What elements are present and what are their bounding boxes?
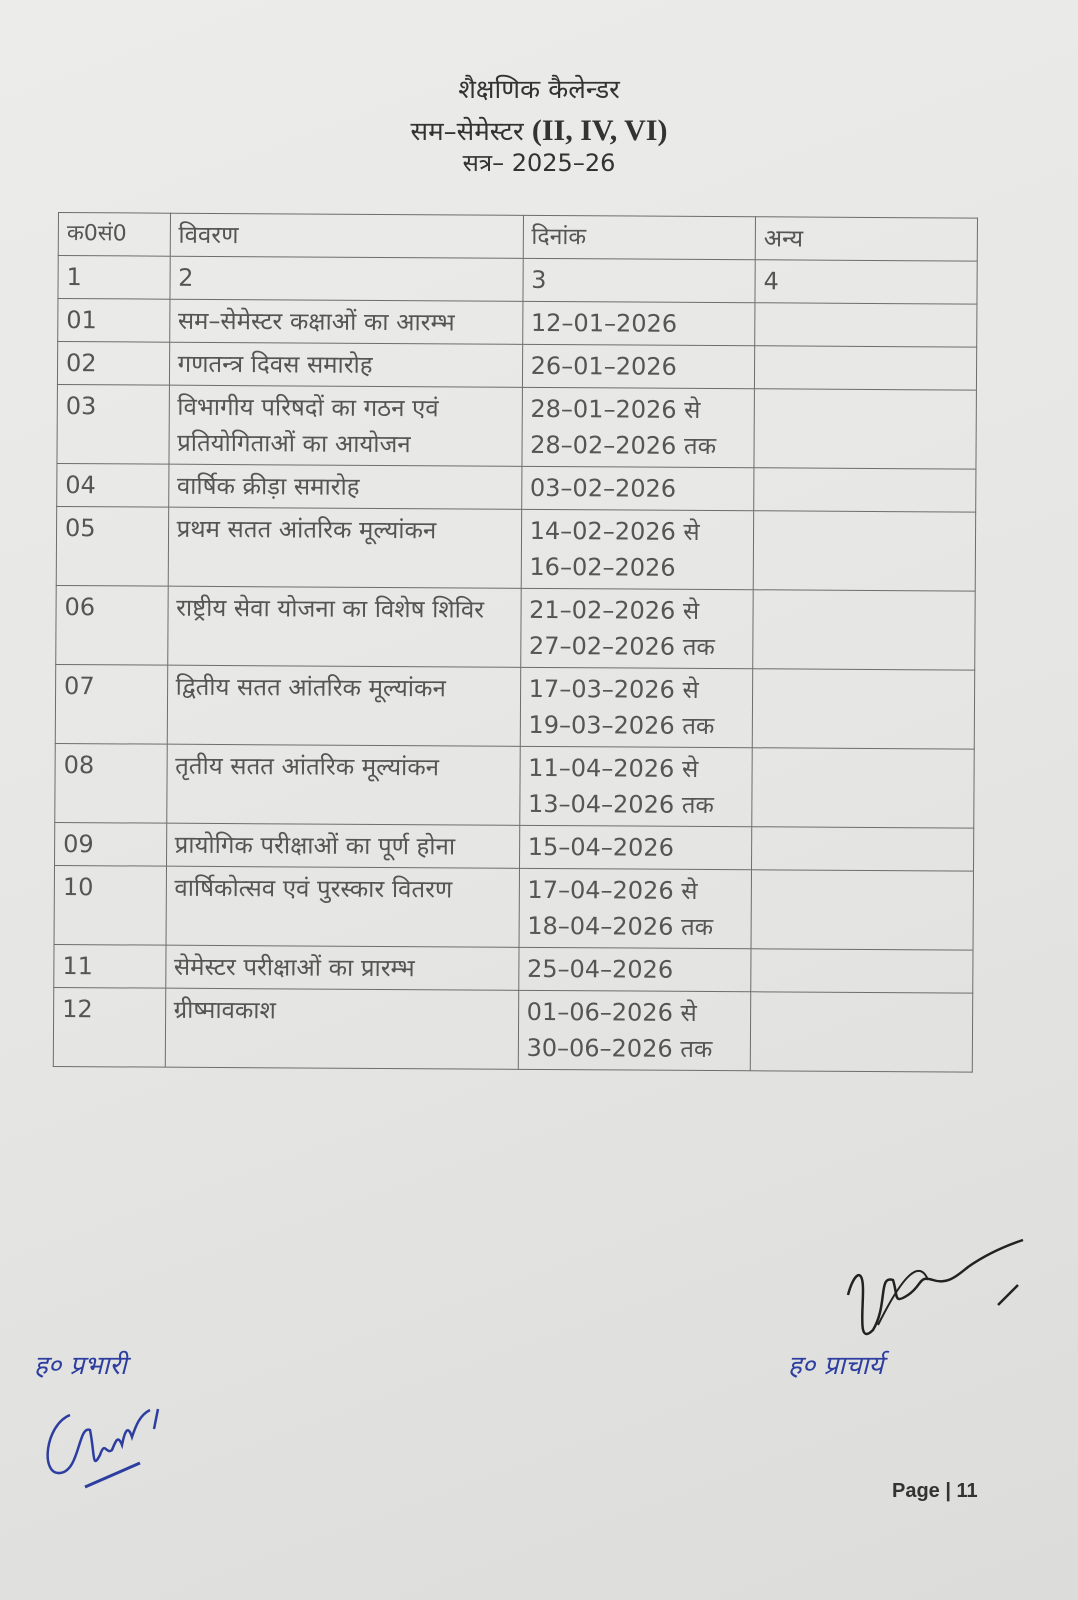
table-row: [55, 822, 974, 871]
header-other: अन्य: [755, 217, 977, 261]
calendar-table: [53, 212, 978, 1073]
date-cell: 15–04–2026: [519, 825, 752, 869]
serial-cell: 06: [56, 585, 168, 665]
description-cell: सम–सेमेस्टर कक्षाओं का आरम्भ: [169, 299, 522, 344]
other-cell: [754, 468, 976, 512]
description-cell: गणतन्त्र दिवस समारोह: [169, 342, 522, 387]
table-row: [55, 743, 974, 828]
other-cell: [754, 346, 976, 390]
incharge-signature-label: ह० प्रभारी: [34, 1351, 127, 1381]
date-cell: 11–04–2026 से 13–04–2026 तक: [519, 746, 752, 826]
table-row: [54, 865, 973, 950]
description-cell: द्वितीय सतत आंतरिक मूल्यांकन: [167, 665, 521, 746]
date-cell: 21–02–2026 से 27–02–2026 तक: [520, 588, 753, 668]
other-cell: [750, 992, 973, 1072]
page-number: Page | 11: [892, 1480, 978, 1502]
header-serial: क0सं0: [58, 213, 170, 257]
table-row: [54, 944, 973, 993]
serial-cell: 05: [56, 506, 168, 586]
serial-cell: 10: [54, 865, 166, 945]
table-row: [55, 664, 974, 749]
date-cell: 17–03–2026 से 19–03–2026 तक: [520, 667, 753, 747]
header-description: विवरण: [170, 213, 523, 258]
semester-subtitle: [0, 112, 1078, 148]
date-cell: 17–04–2026 से 18–04–2026 तक: [519, 868, 752, 948]
table-row: [53, 987, 972, 1072]
table-row: [57, 342, 976, 391]
serial-cell: 04: [57, 463, 169, 507]
other-cell: [752, 669, 975, 749]
serial-cell: 09: [55, 822, 167, 866]
session-label: सत्र– 2025–26: [462, 149, 616, 177]
date-cell: 14–02–2026 से 16–02–2026: [521, 509, 754, 589]
other-cell: [753, 590, 976, 670]
incharge-signature: [40, 1395, 180, 1505]
table-row: [57, 384, 976, 469]
description-cell: सेमेस्टर परीक्षाओं का प्रारम्भ: [165, 945, 518, 990]
calendar-title: शैक्षणिक कैलेन्डर: [458, 75, 620, 105]
date-cell: 03–02–2026: [521, 466, 754, 510]
table-row: [56, 506, 975, 591]
col-number-3: 3: [523, 258, 756, 302]
description-cell: वार्षिक क्रीड़ा समारोह: [168, 464, 521, 509]
date-cell: 26–01–2026: [522, 344, 755, 388]
other-cell: [753, 511, 976, 591]
date-cell: 25–04–2026: [518, 947, 751, 991]
description-cell: ग्रीष्मावकाश: [165, 988, 519, 1069]
column-number-row: [58, 256, 977, 305]
table-row: [57, 463, 976, 512]
principal-signature-label: ह० प्राचार्य: [788, 1351, 884, 1381]
other-cell: [751, 827, 973, 871]
other-cell: [752, 748, 975, 828]
other-cell: [755, 303, 977, 347]
table-header-row: [58, 213, 977, 262]
serial-cell: 08: [55, 743, 167, 823]
description-cell: विभागीय परिषदों का गठन एवं प्रतियोगिताओं का आयोजन: [169, 385, 523, 466]
description-cell: प्रायोगिक परीक्षाओं का पूर्ण होना: [166, 823, 519, 868]
col-number-1: 1: [58, 256, 170, 300]
serial-cell: 11: [54, 944, 166, 988]
description-cell: तृतीय सतत आंतरिक मूल्यांकन: [166, 744, 520, 825]
other-cell: [754, 389, 977, 469]
col-number-2: 2: [170, 256, 523, 301]
serial-cell: 12: [53, 987, 165, 1067]
col-number-4: 4: [755, 260, 977, 304]
description-cell: प्रथम सतत आंतरिक मूल्यांकन: [168, 507, 522, 588]
description-cell: वार्षिकोत्सव एवं पुरस्कार वितरण: [166, 866, 520, 947]
description-cell: राष्ट्रीय सेवा योजना का विशेष शिविर: [167, 586, 521, 667]
principal-signature: [838, 1235, 1038, 1375]
serial-cell: 03: [57, 384, 169, 464]
semester-subtitle-text: सम–सेमेस्टर: [410, 117, 524, 147]
semester-numbers: (II, IV, VI): [531, 114, 668, 147]
header-date: दिनांक: [523, 215, 756, 259]
table-row: [58, 299, 977, 348]
date-cell: 28–01–2026 से 28–02–2026 तक: [522, 387, 755, 467]
date-cell: 12–01–2026: [522, 301, 755, 345]
table-row: [56, 585, 975, 670]
date-cell: 01–06–2026 से 30–06–2026 तक: [518, 990, 751, 1070]
serial-cell: 01: [58, 299, 170, 343]
serial-cell: 02: [57, 342, 169, 386]
other-cell: [751, 870, 974, 950]
other-cell: [751, 949, 973, 993]
serial-cell: 07: [55, 664, 167, 744]
